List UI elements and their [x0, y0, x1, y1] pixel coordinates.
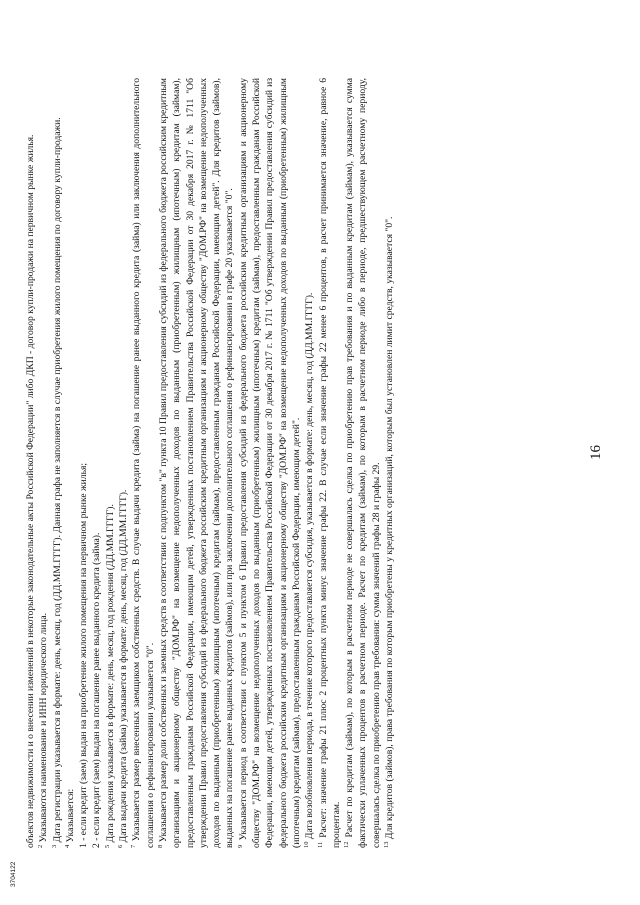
footnote-13 [383, 78, 396, 848]
footnote-text: Дата рождения указывается в формате: день, месяц, год рождения (ДД.ММ.ГГГГ). [104, 504, 116, 843]
paragraph-text: объектов недвижимости и о внесении изменений в некоторые законодательные акты Российской Федерации" либо ДКП - договор купли-продажи на первичном рынке жилья. [25, 134, 36, 848]
footnote-text: Расчет: значение графы 21 плюс 2 процентных пункта минус значение графы 22. В случае если значение графы 22 менее 6 процентов, в расчет принимается значение, равное 6 процентам. [317, 77, 342, 848]
footnote-marker: 4 [63, 844, 71, 848]
footnote-10 [303, 78, 316, 848]
footnote-8 [157, 78, 237, 848]
footnote-text: Дата выдачи кредита (займа) указывается в формате: день, месяц, год (ДД.ММ.ГГГГ). [118, 489, 130, 843]
document-code: 3704122 [10, 861, 17, 887]
footnote-12 [343, 78, 383, 848]
page-number: 16 [588, 445, 604, 460]
footnote-marker: 6 [116, 844, 124, 848]
footnote-marker: 8 [156, 844, 164, 848]
footnote-marker: 12 [342, 841, 350, 848]
footnote-text: Указывается период в соответствии с пунктом 5 и пунктом 6 Правил предоставления субсидий из федерального бюджета российским кредитным организациям и акционерному обществу "ДОМ.РФ" на возмещение недополученных доходов по выданным (приобретенным) жилищным (ипотечным) кредитам (займам), предоставленным гражданам Российской Федерации, имеющим детей, утвержденных постановлением Правительства Российской Федерации от 30 декабря 2017 г. № 1711 "Об утверждении Правил предоставления субсидий из федерального бюджета российским кредитным организациям и акционерному обществу "ДОМ.РФ" на возмещение недополученных доходов по выданным (приобретенным) жилищным (ипотечным) кредитам (займам), предоставленным гражданам Российской Федерации, имеющим детей". [237, 77, 302, 848]
footnote-4-option-2 [90, 78, 103, 848]
footnote-7 [130, 78, 157, 848]
footnote-3 [51, 78, 64, 848]
footnote-marker: 3 [50, 844, 58, 848]
footnote-marker: 13 [382, 841, 390, 848]
footnote-text: Для кредитов (займов), права требования по которым приобретены у кредитных организаций, которым был установлен лимит средств, указывается "0". [384, 216, 396, 840]
footnote-text: Указываются наименование и ИНН юридического лица. [38, 612, 50, 843]
footnote-marker: 11 [316, 841, 324, 848]
footnote-4-option-1 [77, 78, 90, 848]
footnote-11 [317, 78, 344, 848]
footnote-marker: 2 [37, 844, 45, 848]
footnote-text: Указывается: [64, 788, 76, 843]
footnote-6 [117, 78, 130, 848]
footnote-text: Дата регистрации указывается в формате: день, месяц, год (ДД.ММ.ГГГГ). Данная графа не заполняется в случае приобретения жилого помещения по договору купли-продажи. [51, 117, 63, 843]
footnotes-block [24, 78, 396, 848]
footnote-text: Указывается размер доли собственных и заемных средств в соответствии с подпунктом "в" пункта 10 Правил предоставления субсидий из федерального бюджета российским кредитным организациям и акционерному обществу "ДОМ.РФ" на возмещение недополученных доходов по выданным (приобретенным) жилищным (ипотечным) кредитам (займам), предоставленным гражданам Российской Федерации, имеющим детей, утвержденных постановлением Правительства Российской Федерации от 30 декабря 2017 г. № 1711 "Об утверждении Правил предоставления субсидий из федерального бюджета российским кредитным организациям и акционерному обществу "ДОМ.РФ" на возмещение недополученных доходов по выданным (приобретенным) жилищным (ипотечным) кредитам (займам), предоставленным гражданам Российской Федерации, имеющим детей". Для кредитов (займов), выданных на погашение ранее выданных кредитов (займов), или при заключении дополнительного соглашения о рефинансировании в графе 20 указывается "0". [157, 78, 236, 848]
footnote-text: Дата возобновления периода, в течение которого предоставляется субсидия, указывается в формате: день, месяц, год (ДД.ММ.ГГГГ). [304, 292, 316, 840]
footnote-marker: 7 [130, 844, 138, 848]
footnote-text: 2 - если кредит (заем) выдан на погашение ранее выданного кредита (займа). [91, 532, 103, 848]
footnote-text: 1 - если кредит (заем) выдан на приобретение жилого помещения на первичном рынке жилья; [78, 462, 90, 848]
footnote-9 [237, 78, 303, 848]
footnote-text: Указывается размер внесенных заемщиком собственных средств. В случае выдачи кредита (займа) на погашение ранее выданного кредита (займа) или заключения дополнительного соглашения о рефинансировании указывается "0". [131, 78, 156, 848]
footnote-2 [37, 78, 50, 848]
footnote-4 [64, 78, 77, 848]
footnote-marker: 10 [303, 841, 311, 848]
footnote-marker: 9 [236, 844, 244, 848]
paragraph-lead [24, 78, 37, 848]
footnote-text: Расчет по кредитам (займам), по которым в расчетном периоде не совершалась сделка по приобретению прав требования и по выданным кредитам (займам), указывается сумма фактически уплаченных процентов в расчетном периоде. Расчет по кредитам (займам), по которым в расчетном периоде либо в периоде, предшествующем расчетному периоду, совершалась сделка по приобретению прав требования: сумма значений графы 28 и графы 29. [344, 78, 382, 848]
footnote-5 [104, 78, 117, 848]
footnote-marker: 5 [103, 844, 111, 848]
